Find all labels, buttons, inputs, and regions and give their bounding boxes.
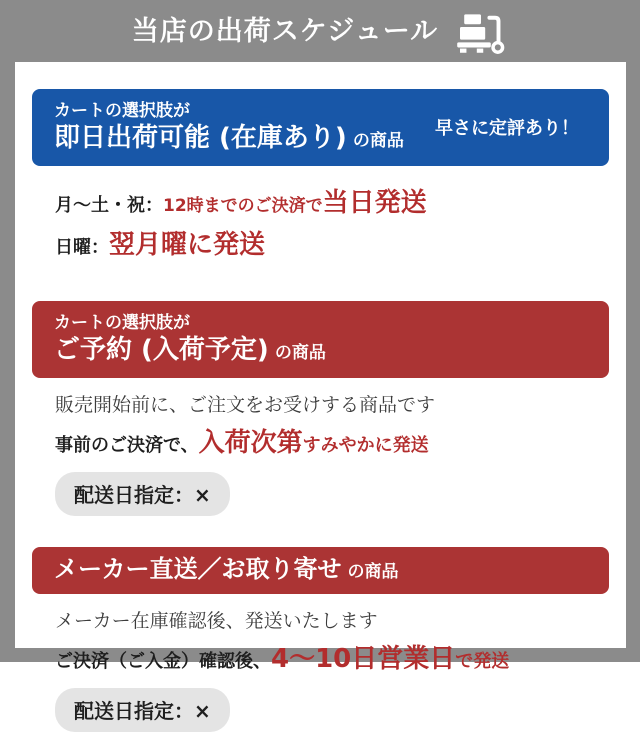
content-panel [15, 62, 626, 723]
preorder-result-tail: すみやかに発送 [302, 435, 429, 457]
weekday-label: 月〜土・祝： [55, 195, 163, 217]
banner-suffix-label: の商品 [352, 130, 404, 151]
banner-intro-label: カートの選択肢が [54, 313, 190, 334]
section-preorder [32, 301, 609, 520]
preorder-condition-label: 事前のご決済で、 [55, 435, 199, 457]
direct-result: 4〜10日営業日 [271, 643, 456, 674]
direct-result-tail: で発送 [455, 650, 510, 672]
preorder-description-line [55, 393, 586, 419]
same-day-banner [32, 89, 609, 166]
banner-intro-label: カートの選択肢が [54, 101, 190, 121]
same-day-details [32, 166, 609, 274]
hand-truck-icon [454, 13, 508, 55]
header [0, 0, 640, 62]
weekday-result: 当日発送 [322, 188, 427, 219]
preorder-banner-text [54, 312, 326, 366]
direct-description: メーカー在庫確認後、発送いたします [55, 609, 378, 632]
banner-suffix-label: の商品 [274, 343, 326, 364]
direct-description-line [55, 609, 586, 635]
preorder-description: 販売開始前に、ご注文をお受けする商品です [55, 394, 436, 417]
direct-shipping-line [55, 642, 586, 677]
weekday-shipping-line [55, 186, 586, 221]
banner-suffix-label: の商品 [347, 562, 399, 583]
preorder-shipping-line [55, 426, 586, 461]
speed-reputation-tag: 早さに定評あり！ [435, 118, 579, 140]
preorder-result: 入荷次第 [198, 428, 303, 459]
delivery-date-badge: 配送日指定：× [55, 472, 230, 516]
sunday-label: 日曜： [55, 237, 109, 259]
preorder-details [32, 378, 609, 520]
direct-banner [32, 547, 609, 594]
section-same-day [32, 89, 609, 274]
page-title: 当店の出荷スケジュール [131, 15, 439, 47]
banner-emphasis-label: メーカー直送／お取り寄せ [54, 555, 342, 584]
banner-emphasis-label: 即日出荷可能 (在庫あり) [54, 122, 347, 153]
preorder-banner [32, 301, 609, 378]
section-direct [32, 547, 609, 736]
delivery-date-badge: 配送日指定：× [55, 688, 230, 732]
sunday-result: 翌月曜に発送 [109, 230, 266, 261]
direct-details [32, 594, 609, 736]
banner-emphasis-label: ご予約 (入荷予定) [54, 335, 269, 366]
direct-condition-label: ご決済（ご入金）確認後、 [55, 650, 271, 672]
same-day-banner-text [54, 100, 404, 154]
sunday-shipping-line [55, 228, 586, 263]
weekday-condition: 12時までのご決済で [163, 196, 323, 217]
